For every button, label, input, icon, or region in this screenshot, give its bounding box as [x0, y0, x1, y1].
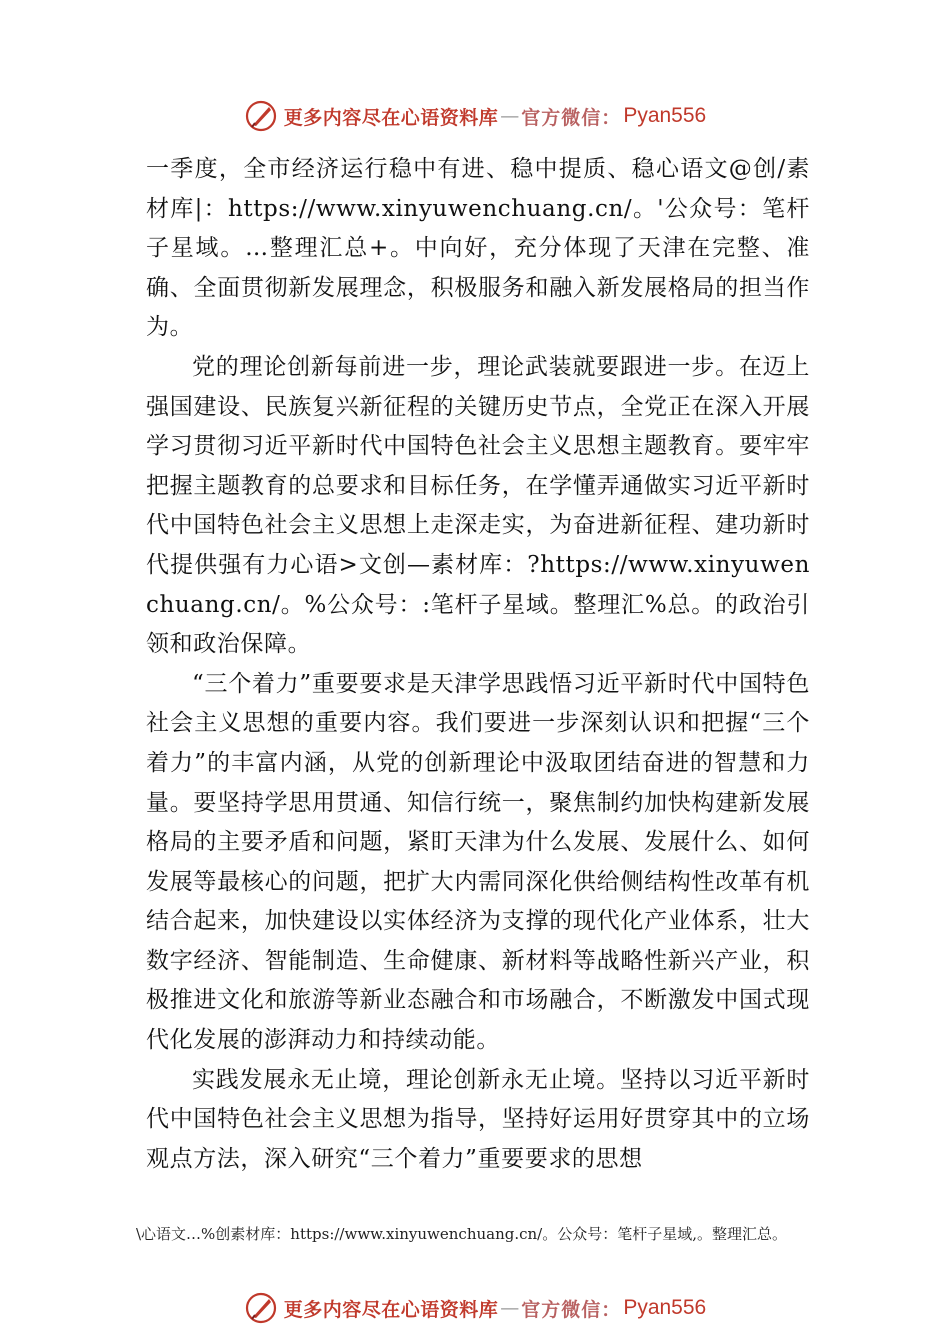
- banner-title: 更多内容尽在心语资料库: [283, 1298, 499, 1321]
- footer-banner: [0, 1288, 950, 1328]
- banner-separator: —: [500, 105, 520, 127]
- paragraph-3: “三个着力”重要要求是天津学思践悟习近平新时代中国特色社会主义思想的重要内容。我们要进一步深刻认识和把握“三个着力”的丰富内涵，从党的创新理论中汲取团结奋进的智慧和力量。要坚持学思用贯通、知信行统一，聚焦制约加快构建新发展格局的主要矛盾和问题，紧盯天津为什么发展、发展什么、如何发展等最核心的问题，把扩大内需同深化供给侧结构性改革有机结合起来，加快建设以实体经济为支撑的现代化产业体系，壮大数字经济、智能制造、生命健康、新材料等战略性新兴产业，积极推进文化和旅游等新业态融合和市场融合，不断激发中国式现代化发展的澎湃动力和持续动能。: [146, 670, 810, 1054]
- header-banner: [0, 96, 950, 136]
- paragraph-1: 一季度，全市经济运行稳中有进、稳中提质、稳心语文@创/素材库|：https://www.xinyuwenchuang.cn/。'公众号：笔杆子星域。…整理汇总+。中向好，充分体现了天津在完整、准确、全面贯彻新发展理念，积极服务和融入新发展格局的担当作为。: [146, 156, 810, 341]
- banner-title: 更多内容尽在心语资料库: [283, 106, 499, 129]
- paragraph-4: 实践发展永无止境，理论创新永无止境。坚持以习近平新时代中国特色社会主义思想为指导，坚持好运用好贯穿其中的立场观点方法，深入研究“三个着力”重要要求的思想: [146, 1066, 810, 1172]
- banner-wechat-id: Pyan556: [623, 1296, 707, 1319]
- banner-wechat-label: 官方微信：: [521, 1298, 622, 1321]
- quill-pen-circle-icon: [244, 1291, 278, 1325]
- document-body: [146, 150, 810, 1179]
- paragraph-2: 党的理论创新每前进一步，理论武装就要跟进一步。在迈上强国建设、民族复兴新征程的关键历史节点，全党正在深入开展学习贯彻习近平新时代中国特色社会主义思想主题教育。要牢牢把握主题教育的总要求和目标任务，在学懂弄通做实习近平新时代中国特色社会主义思想上走深走实，为奋进新征程、建功新时代提供强有力心语>文创—素材库：?https://www.xinyuwenchuang.cn/。%公众号：:笔杆子星域。整理汇%总。的政治引领和政治保障。: [146, 353, 810, 658]
- banner-separator: —: [500, 1297, 520, 1319]
- banner-wechat-id: Pyan556: [623, 104, 707, 127]
- quill-pen-circle-icon: [244, 99, 278, 133]
- banner-wechat-label: 官方微信：: [521, 106, 622, 129]
- footnote: \心语文…%创素材库：https://www.xinyuwenchuang.cn/。公众号：笔杆子星域,。整理汇总。: [136, 1225, 788, 1243]
